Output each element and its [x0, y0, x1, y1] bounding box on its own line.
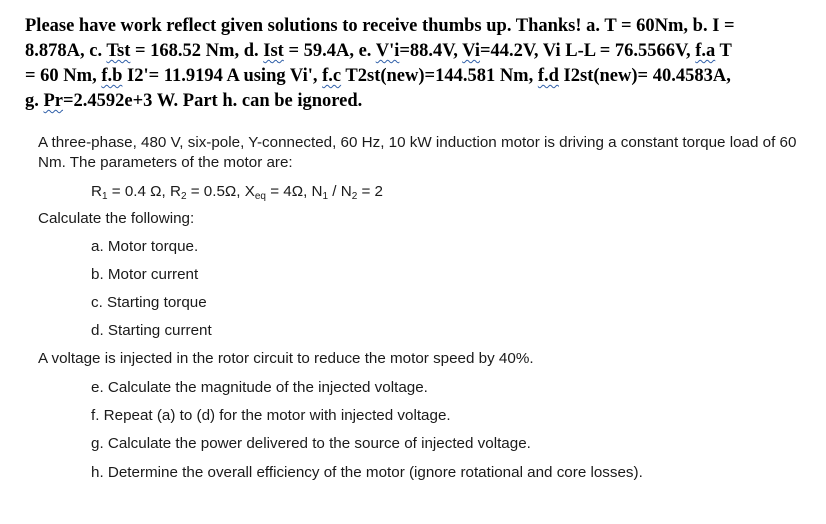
question-item: c. Starting torque	[91, 294, 207, 311]
note-text: 8.878A, c.	[25, 41, 107, 61]
spellcheck-word: V'i	[375, 41, 400, 61]
note-text: =44.2V, Vi L-L = 76.5566V,	[480, 41, 696, 61]
spellcheck-word: Tst	[106, 41, 131, 61]
solution-note-line-4	[25, 89, 815, 114]
note-text: = 59.4A, e.	[283, 41, 376, 61]
injection-statement: A voltage is injected in the rotor circuit to reduce the motor speed by 40%.	[38, 350, 534, 367]
question-item: h. Determine the overall efficiency of the motor (ignore rotational and core losses).	[91, 464, 643, 481]
note-text: Please have work reflect given solutions to receive thumbs up. Thanks! a. T = 60Nm, b. I =	[25, 16, 735, 36]
question-item: f. Repeat (a) to (d) for the motor with injected voltage.	[91, 407, 451, 424]
note-text: = 168.52 Nm, d.	[130, 41, 264, 61]
spellcheck-word: f.d	[537, 66, 559, 86]
calculate-heading: Calculate the following:	[38, 210, 195, 227]
solution-note-line-3	[25, 64, 815, 89]
solution-note-line-1	[25, 14, 815, 39]
param-text: = 2	[357, 183, 384, 200]
param-subscript: eq	[254, 191, 266, 202]
spellcheck-word: f.b	[101, 66, 123, 86]
solution-note-line-2	[25, 39, 815, 64]
note-text: T	[715, 41, 732, 61]
param-text: = 0.4 Ω, R	[107, 183, 181, 200]
note-text: I2st(new)= 40.4583A,	[558, 66, 731, 86]
spellcheck-word: Ist	[263, 41, 284, 61]
note-text: = 60 Nm,	[25, 66, 102, 86]
param-subscript: 2	[351, 191, 358, 202]
spellcheck-word: Pr	[43, 91, 64, 111]
param-subscript: 1	[322, 191, 329, 202]
solution-note	[25, 14, 815, 114]
question-item: g. Calculate the power delivered to the source of injected voltage.	[91, 435, 531, 452]
problem-intro: A three-phase, 480 V, six-pole, Y-connected, 60 Hz, 10 kW induction motor is driving a constant torque load of 60 Nm. The parameters of the motor are:	[38, 134, 797, 171]
question-item: d. Starting current	[91, 322, 212, 339]
spellcheck-word: f.a	[695, 41, 716, 61]
param-subscript: 1	[101, 191, 108, 202]
note-text: =2.4592e+3 W. Part h. can be ignored.	[63, 91, 363, 111]
param-text: R	[91, 183, 102, 200]
param-subscript: 2	[180, 191, 187, 202]
question-item: b. Motor current	[91, 266, 199, 283]
param-text: = 0.5Ω, X	[186, 183, 255, 200]
spellcheck-word: f.c	[322, 66, 342, 86]
question-item: a. Motor torque.	[91, 238, 199, 255]
note-text: g.	[25, 91, 44, 111]
note-text: T2st(new)=144.581 Nm,	[341, 66, 538, 86]
note-text: =88.4V,	[399, 41, 463, 61]
spellcheck-word: Vi	[462, 41, 480, 61]
note-text: I2'= 11.9194 A using Vi',	[122, 66, 323, 86]
param-text: / N	[328, 183, 352, 200]
param-text: = 4Ω, N	[265, 183, 323, 200]
question-item: e. Calculate the magnitude of the injected voltage.	[91, 379, 428, 396]
motor-parameters	[91, 183, 383, 200]
